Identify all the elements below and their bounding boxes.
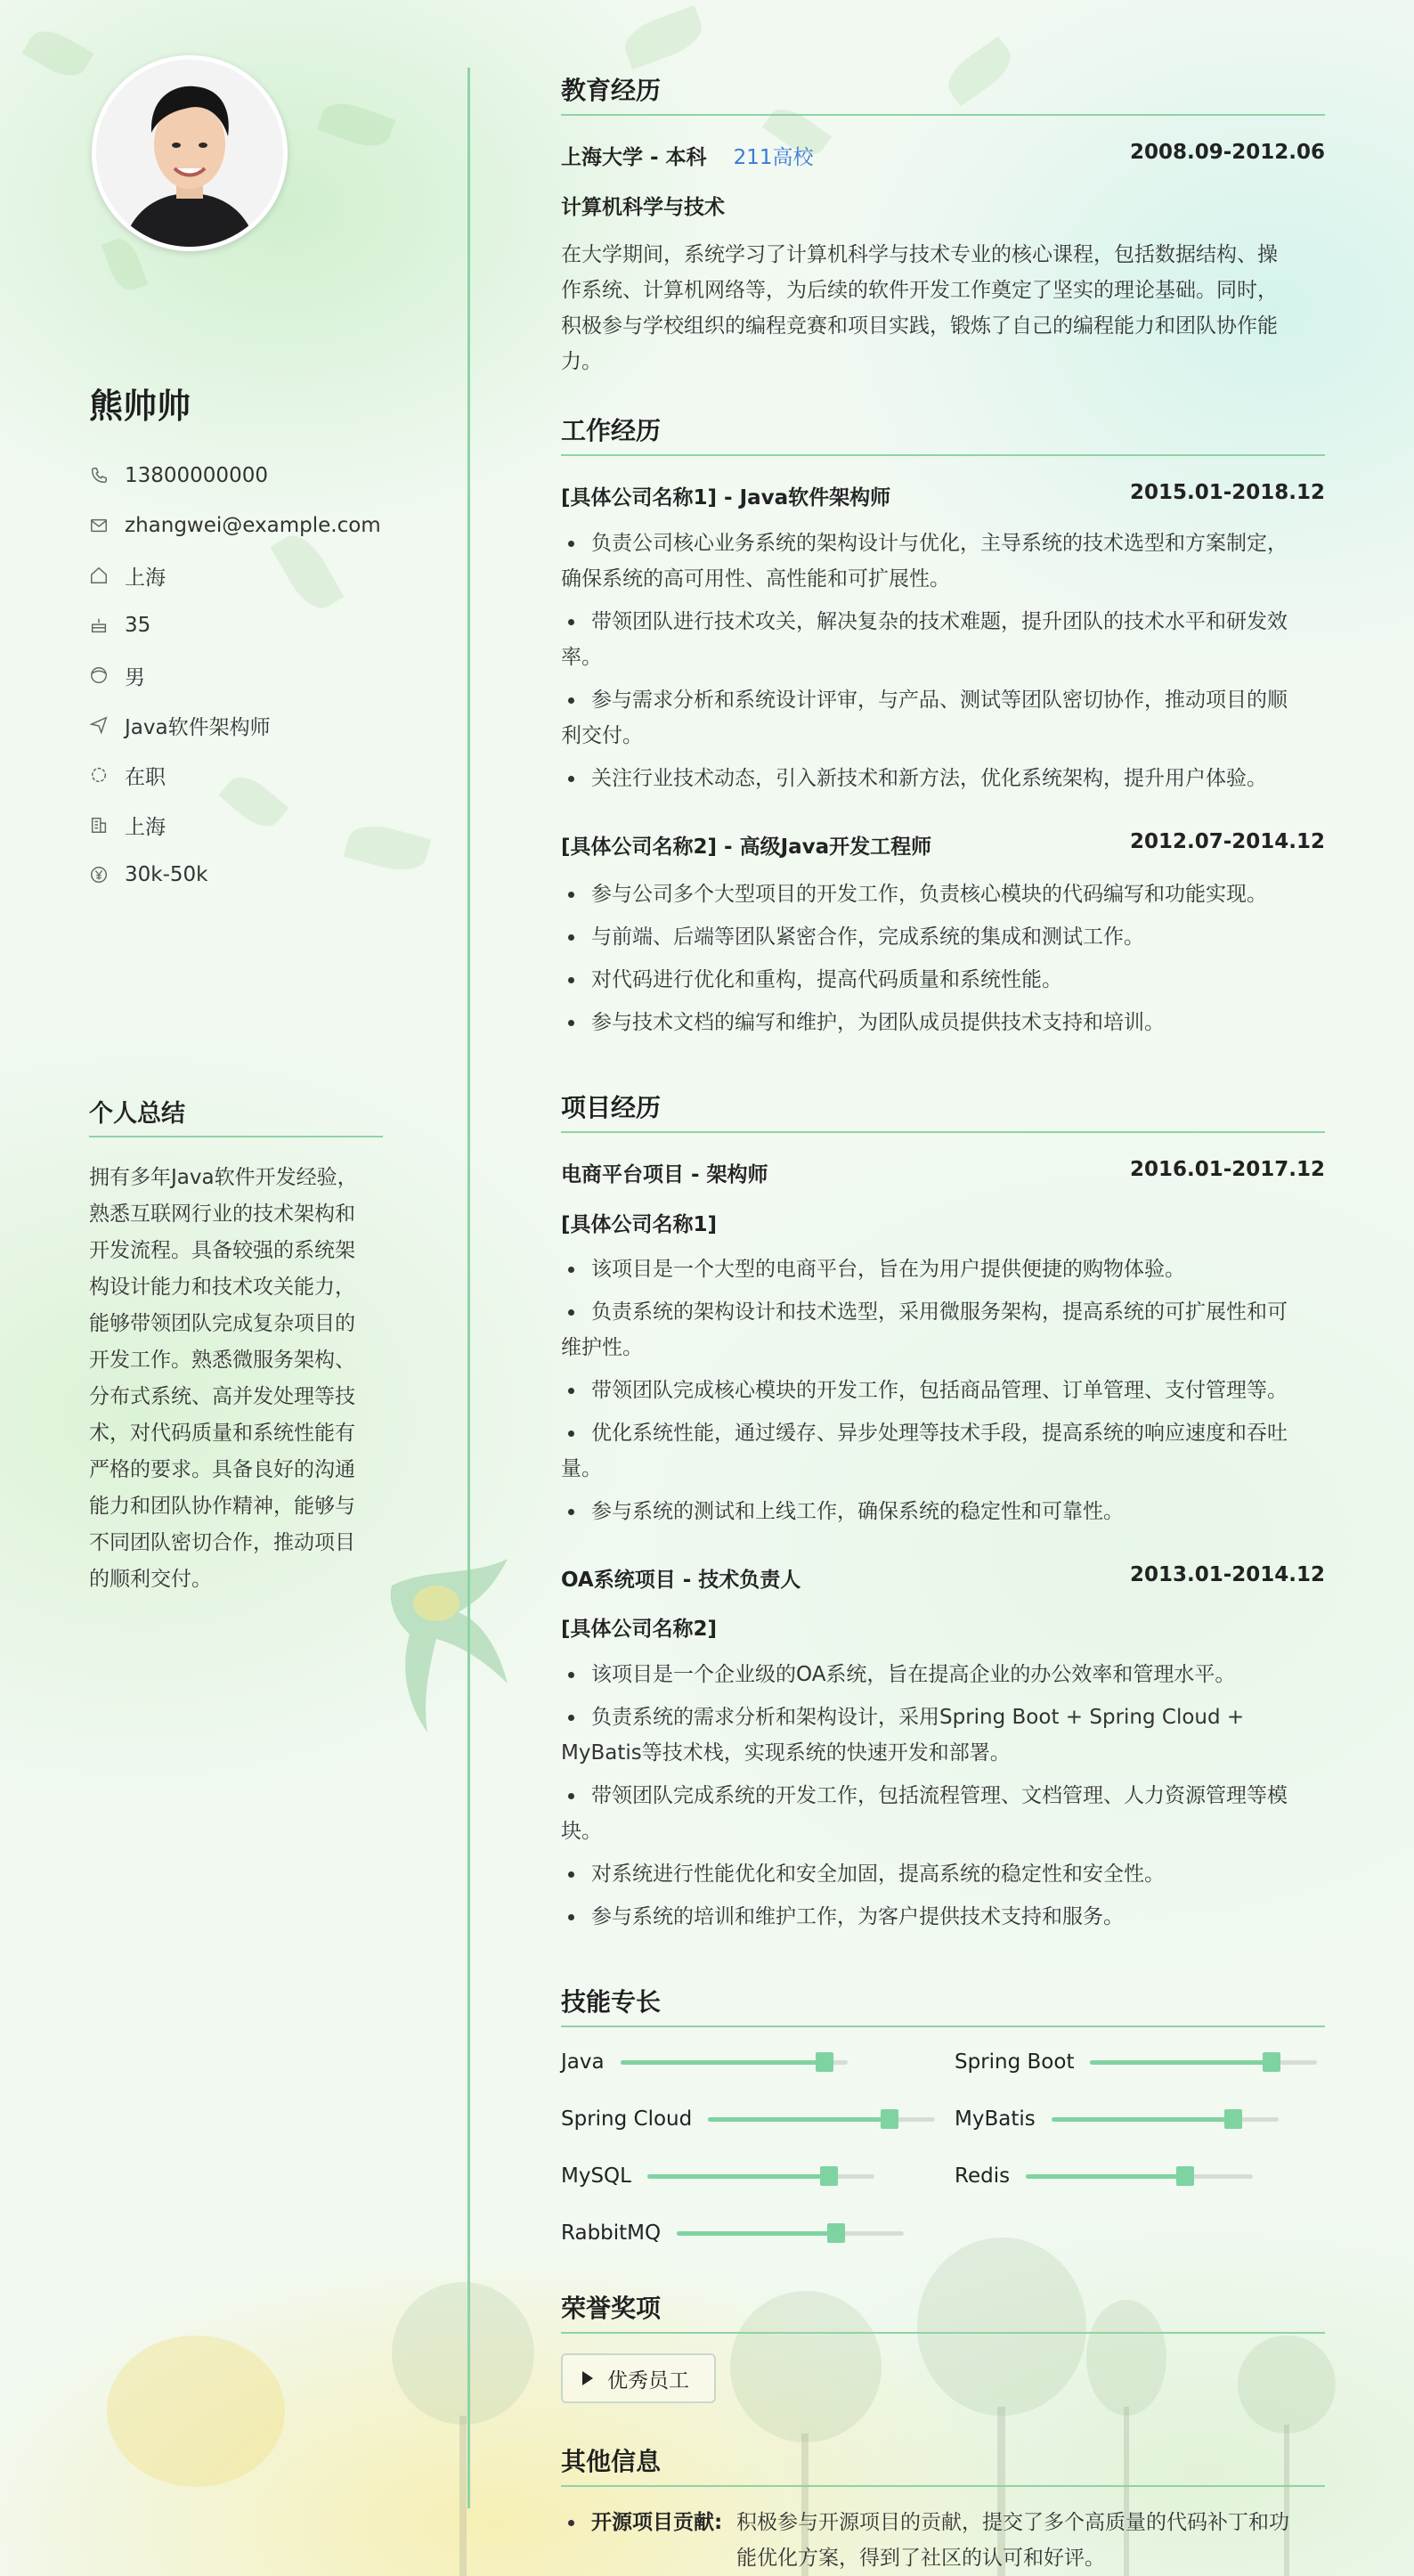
list-item-text: 负责公司核心业务系统的架构设计与优化，主导系统的技术选型和方案制定， [591, 532, 1288, 555]
skill-level-bar [1090, 2060, 1317, 2065]
swallow-illustration [374, 1550, 543, 1737]
list-item-text: 对代码进行优化和重构，提高代码质量和系统性能。 [591, 968, 1062, 991]
yuan-icon [89, 865, 109, 884]
summary-title: 个人总结 [89, 1094, 383, 1137]
list-item-text: 确保系统的高可用性、高性能和可扩展性。 [561, 567, 950, 591]
education-major: 计算机科学与技术 [561, 196, 725, 219]
school-tag: 211高校 [733, 146, 814, 169]
list-item-text: 带领团队进行技术攻关，解决复杂的技术难题，提升团队的技术水平和研发效 [591, 610, 1288, 633]
building-icon [89, 815, 109, 835]
phone-icon [89, 466, 109, 485]
list-item-text: 带领团队完成核心模块的开发工作，包括商品管理、订单管理、支付管理等。 [591, 1379, 1288, 1402]
skill-item [561, 2050, 848, 2074]
project-period: 2016.01-2017.12 [1129, 1158, 1325, 1181]
list-item [561, 1494, 1325, 1529]
send-icon [89, 715, 109, 735]
person-name: 熊帅帅 [89, 387, 191, 426]
project-header [561, 1563, 1325, 1593]
home-icon [89, 566, 109, 585]
summary-text [89, 1160, 370, 1598]
list-item-text: 量。 [561, 1457, 602, 1480]
list-item-text: 带领团队完成系统的开发工作，包括流程管理、文档管理、人力资源管理等模 [591, 1784, 1288, 1807]
list-item [561, 761, 1325, 796]
info-work-city [89, 800, 381, 850]
list-item [561, 1005, 1325, 1040]
education-header [561, 141, 1325, 170]
skill-level-knob [1224, 2109, 1242, 2129]
list-item-text: 参与系统的测试和上线工作，确保系统的稳定性和可靠性。 [591, 1500, 1124, 1523]
skill-level-fill [621, 2060, 825, 2065]
list-item [561, 1415, 1325, 1487]
list-item [561, 526, 1325, 597]
gender-text: 男 [125, 665, 145, 689]
list-item [561, 1700, 1325, 1771]
list-item [561, 682, 1325, 754]
list-item [561, 1856, 1325, 1892]
job-title: [具体公司名称2] - 高级Java开发工程师 [561, 836, 932, 859]
projects-title: 项目经历 [561, 1088, 1325, 1133]
work-title: 工作经历 [561, 412, 1325, 456]
skill-level-bar [621, 2060, 848, 2065]
skill-name: MyBatis [955, 2107, 1036, 2131]
skill-level-fill [1026, 2174, 1185, 2179]
list-item-text: 负责系统的架构设计和技术选型，采用微服务架构，提高系统的可扩展性和可 [591, 1300, 1288, 1324]
skill-level-knob [820, 2166, 838, 2186]
education-desc-line: 作系统、计算机网络等，为后续的软件开发工作奠定了坚实的理论基础。同时， [561, 279, 1278, 302]
skill-name: RabbitMQ [561, 2221, 662, 2245]
project-company: [具体公司名称2] [561, 1618, 718, 1641]
other-value-line: 能优化方案，得到了社区的认可和好评。 [736, 2547, 1105, 2570]
skill-name: Redis [955, 2164, 1011, 2188]
project-details [561, 1657, 1325, 1942]
info-salary [89, 850, 381, 900]
other-title: 其他信息 [561, 2442, 1325, 2487]
project-header [561, 1158, 1325, 1187]
skill-level-knob [827, 2223, 845, 2243]
education-period: 2008.09-2012.06 [1129, 141, 1325, 164]
skill-item [561, 2221, 904, 2245]
skill-name: Spring Cloud [561, 2107, 693, 2131]
skill-level-knob [816, 2052, 833, 2072]
info-email [89, 501, 381, 550]
skill-item [561, 2164, 874, 2188]
position-text: Java软件架构师 [125, 715, 271, 739]
skill-item [561, 2107, 935, 2131]
summary-line: 严格的要求。具备良好的沟通 [89, 1458, 355, 1481]
list-item-text: 参与技术文档的编写和维护，为团队成员提供技术支持和培训。 [591, 1011, 1165, 1034]
education-major-row [561, 191, 1325, 220]
list-item [561, 1657, 1325, 1692]
summary-line: 分布式系统、高并发处理等技 [89, 1385, 355, 1408]
awards-title: 荣誉奖项 [561, 2289, 1325, 2334]
summary-line: 的顺利交付。 [89, 1568, 212, 1591]
other-value [736, 2505, 1306, 2576]
skill-level-bar [708, 2117, 935, 2122]
skill-name: Spring Boot [955, 2050, 1075, 2074]
column-divider [467, 68, 470, 2508]
education-desc-line: 积极参与学校组织的编程竞赛和项目实践，锻炼了自己的编程能力和团队协作能 [561, 314, 1278, 338]
contact-info [89, 451, 381, 900]
summary-line: 熟悉互联网行业的技术架构和 [89, 1202, 355, 1226]
skill-name: Java [561, 2050, 605, 2074]
skill-item [955, 2107, 1279, 2131]
skill-name: MySQL [561, 2164, 631, 2188]
play-icon [582, 2371, 593, 2385]
list-item [561, 1778, 1325, 1849]
project-company: [具体公司名称1] [561, 1213, 718, 1236]
skill-level-fill [1052, 2117, 1233, 2122]
list-item-text: 优化系统性能，通过缓存、异步处理等技术手段，提高系统的响应速度和吞吐 [591, 1422, 1288, 1445]
list-item-text: 参与公司多个大型项目的开发工作，负责核心模块的代码编写和功能实现。 [591, 883, 1267, 906]
skill-level-knob [881, 2109, 898, 2129]
list-item-text: 与前端、后端等团队紧密合作，完成系统的集成和测试工作。 [591, 925, 1144, 949]
status-icon [89, 765, 109, 785]
list-item-text: MyBatis等技术栈，实现系统的快速开发和部署。 [561, 1741, 1011, 1765]
project-title: 电商平台项目 - 架构师 [561, 1163, 768, 1186]
education-title: 教育经历 [561, 71, 1325, 116]
summary-line: 拥有多年Java软件开发经验， [89, 1166, 358, 1189]
list-item-text: 负责系统的需求分析和架构设计，采用Spring Boot + Spring Cloud + [591, 1706, 1245, 1729]
skill-item [955, 2050, 1317, 2074]
job-period: 2012.07-2014.12 [1129, 830, 1325, 853]
list-item-text: 对系统进行性能优化和安全加固，提高系统的稳定性和安全性。 [591, 1863, 1165, 1886]
education-desc-line: 在大学期间，系统学习了计算机科学与技术专业的核心课程，包括数据结构、操 [561, 243, 1278, 266]
info-status [89, 750, 381, 800]
summary-line: 能够带领团队完成复杂项目的 [89, 1312, 355, 1335]
project-company-row [561, 1208, 1325, 1237]
project-company-row [561, 1612, 1325, 1642]
award-badge[interactable] [561, 2353, 716, 2403]
skill-level-fill [708, 2117, 890, 2122]
summary-line: 开发流程。具备较强的系统架 [89, 1239, 355, 1262]
bullet-dot [568, 2520, 574, 2526]
list-item-text: 关注行业技术动态，引入新技术和新方法，优化系统架构，提升用户体验。 [591, 767, 1267, 790]
list-item [561, 876, 1325, 912]
job-period: 2015.01-2018.12 [1129, 481, 1325, 504]
job-title: [具体公司名称1] - Java软件架构师 [561, 486, 891, 509]
skills-title: 技能专长 [561, 1983, 1325, 2027]
list-item-text: 利交付。 [561, 724, 643, 747]
skill-level-bar [647, 2174, 874, 2179]
email-text: zhangwei@example.com [125, 514, 381, 537]
skill-level-knob [1263, 2052, 1280, 2072]
list-item [561, 1899, 1325, 1935]
skill-level-bar [1052, 2117, 1279, 2122]
list-item [561, 604, 1325, 675]
other-key: 开源项目贡献: [591, 2511, 723, 2534]
avatar [92, 55, 288, 251]
summary-line: 构设计能力和技术攻关能力， [89, 1276, 355, 1299]
project-title: OA系统项目 - 技术负责人 [561, 1569, 801, 1592]
education-description [561, 237, 1325, 379]
job-header [561, 481, 1325, 510]
list-item-text: 块。 [561, 1820, 602, 1843]
other-value-line: 积极参与开源项目的贡献，提交了多个高质量的代码补丁和功 [736, 2511, 1289, 2534]
summary-line: 能力和团队协作精神，能够与 [89, 1495, 355, 1518]
summary-line: 术，对代码质量和系统性能有 [89, 1422, 355, 1445]
phone-text: 13800000000 [125, 464, 268, 487]
city-text: 上海 [125, 566, 166, 590]
info-city [89, 550, 381, 600]
info-gender [89, 650, 381, 700]
job-duties [561, 526, 1325, 803]
project-details [561, 1251, 1325, 1537]
job-duties [561, 876, 1325, 1048]
salary-text: 30k-50k [125, 863, 208, 886]
skill-level-fill [1090, 2060, 1272, 2065]
cake-icon [89, 615, 109, 635]
list-item-text: 率。 [561, 646, 602, 669]
skill-level-fill [647, 2174, 829, 2179]
skill-item [955, 2164, 1253, 2188]
education-desc-line: 力。 [561, 350, 602, 373]
list-item-text: 该项目是一个大型的电商平台，旨在为用户提供便捷的购物体验。 [591, 1258, 1185, 1281]
info-position [89, 700, 381, 750]
list-item [561, 1251, 1325, 1287]
status-text: 在职 [125, 765, 166, 789]
job-header [561, 830, 1325, 860]
summary-line: 不同团队密切合作，推动项目 [89, 1531, 355, 1554]
skill-level-fill [677, 2231, 836, 2236]
info-age [89, 600, 381, 650]
list-item [561, 962, 1325, 998]
list-item-text: 参与系统的培训和维护工作，为客户提供技术支持和服务。 [591, 1905, 1124, 1928]
age-text: 35 [125, 614, 151, 637]
list-item-text: 参与需求分析和系统设计评审，与产品、测试等团队密切协作，推动项目的顺 [591, 689, 1288, 712]
list-item [561, 1373, 1325, 1408]
skill-level-bar [677, 2231, 904, 2236]
work-city-text: 上海 [125, 815, 166, 839]
list-item-text: 维护性。 [561, 1336, 643, 1359]
skill-level-knob [1176, 2166, 1194, 2186]
summary-line: 开发工作。熟悉微服务架构、 [89, 1349, 355, 1372]
list-item [561, 919, 1325, 955]
list-item [561, 1294, 1325, 1365]
skill-level-bar [1026, 2174, 1253, 2179]
list-item-text: 该项目是一个企业级的OA系统，旨在提高企业的办公效率和管理水平。 [591, 1663, 1236, 1686]
mail-icon [89, 516, 109, 535]
info-phone [89, 451, 381, 501]
project-period: 2013.01-2014.12 [1129, 1563, 1325, 1586]
school-name: 上海大学 - 本科 [561, 146, 707, 169]
face-icon [89, 665, 109, 685]
award-label: 优秀员工 [607, 2368, 689, 2393]
